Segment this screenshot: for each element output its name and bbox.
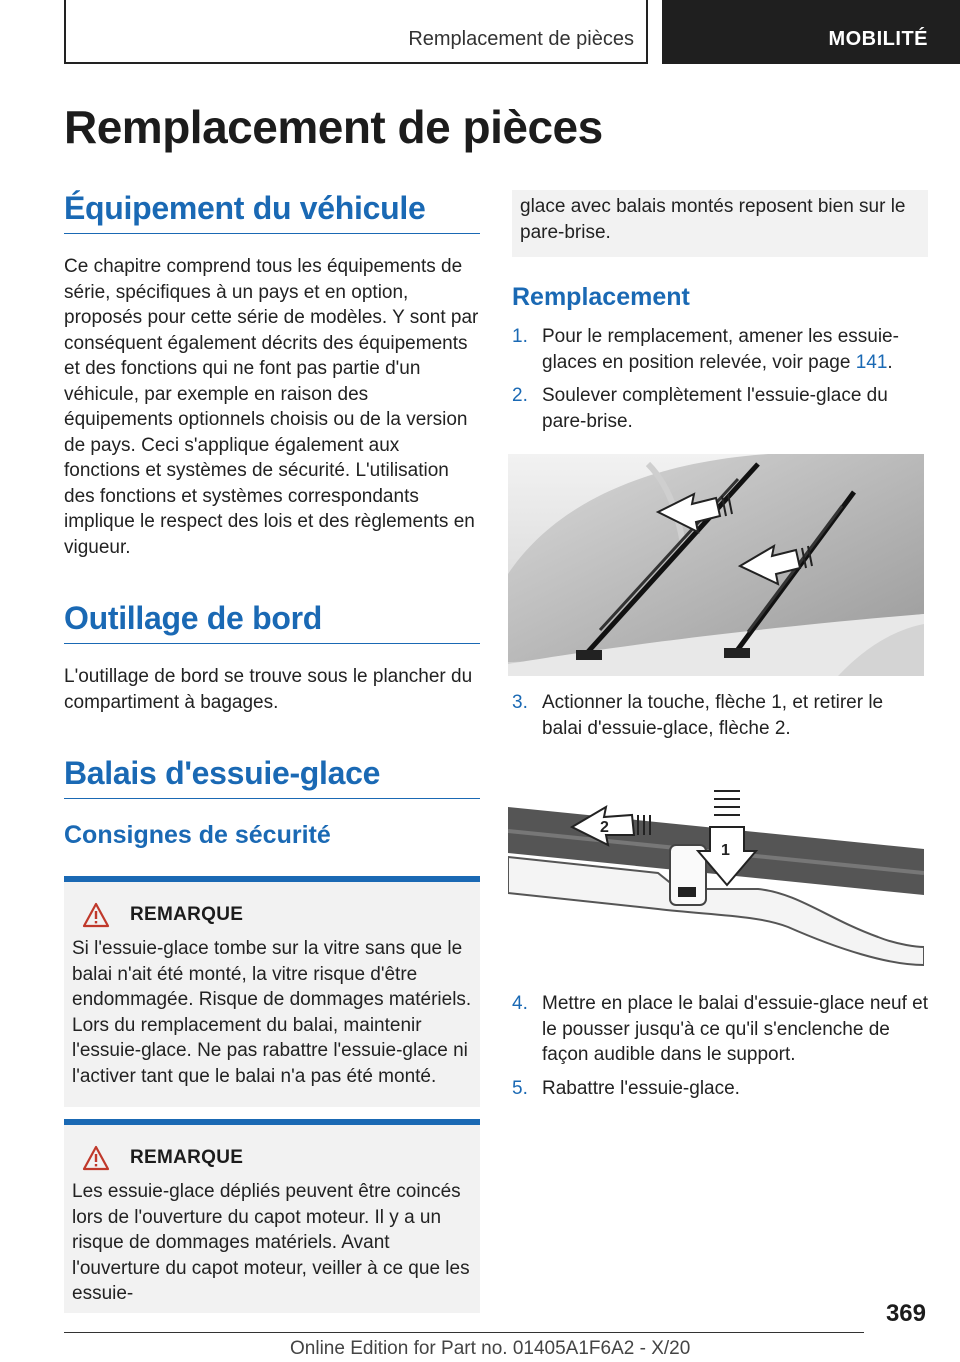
notice-box-2 xyxy=(64,1119,480,1313)
equipment-body: Ce chapitre comprend tous les équipements de série, spécifiques à un pays et en option, proposés pour cette série de modèles. Y sont par conséquent également décrits des équipements et des fonctions qui ne font pas partie d'un véhicule, par exemple en raison des équipements optionnels choisis ou de la version de pays. Ceci s'applique également aux fonctions et systèmes de sécurité. L'utilisation des fonctions et systèmes correspondants implique le respect des lois et des règlements en vigueur. xyxy=(64,256,479,558)
page-link[interactable]: 141 xyxy=(855,351,888,373)
page-title: Remplacement de pièces xyxy=(64,101,603,153)
page-number: 369 xyxy=(885,1300,926,1327)
step-text: Mettre en place le balai d'essuie-glace neuf et le pousser jusqu'à ce qu'il s'enclenche de façon audible dans le support. xyxy=(542,993,928,1065)
warning-triangle-icon xyxy=(82,1145,110,1171)
footer-edition: Online Edition for Part no. 01405A1F6A2 - X/20 xyxy=(290,1338,691,1359)
toolkit-body: L'outillage de bord se trouve sous le plancher du compartiment à bagages. xyxy=(64,666,473,713)
left-column xyxy=(64,190,480,1313)
step-text-end: . xyxy=(887,351,893,373)
figure-wipers-raised xyxy=(508,454,924,676)
heading-toolkit: Outillage de bord xyxy=(64,600,480,644)
notice-2-title: REMARQUE xyxy=(130,1147,244,1168)
step-text: Actionner la touche, flèche 1, et retirer le balai d'essuie-glace, flèche 2. xyxy=(542,692,884,739)
step-number: 4. xyxy=(512,993,528,1014)
step-text: Soulever complètement l'essuie-glace du pare-brise. xyxy=(542,385,888,432)
step-5 xyxy=(512,1076,928,1102)
header-section-box xyxy=(64,0,648,64)
step-number: 3. xyxy=(512,692,528,713)
notice-2-body: Les essuie-glace dépliés peuvent être coincés lors de l'ouverture du capot moteur. Il y a un risque de dommages matériels. Avant l'ouverture du capot moteur, veiller à ce que les essuie- xyxy=(72,1181,470,1304)
arrow-2-label: 2 xyxy=(600,819,609,836)
header-section-title: Remplacement de pièces xyxy=(408,28,634,50)
step-2 xyxy=(512,383,928,434)
heading-safety-notes: Consignes de sécurité xyxy=(64,821,331,849)
step-number: 1. xyxy=(512,326,528,347)
step-4 xyxy=(512,991,928,1068)
step-text: Pour le remplacement, amener les essuie-glaces en position relevée, voir page xyxy=(542,326,899,373)
step-number: 5. xyxy=(512,1077,528,1099)
step-number: 2. xyxy=(512,385,528,406)
figure-blade-removal xyxy=(508,769,924,969)
notice-continued-box xyxy=(512,190,928,257)
header-chapter-title: MOBILITÉ xyxy=(828,28,928,50)
step-1 xyxy=(512,324,928,375)
notice-1-title: REMARQUE xyxy=(130,904,244,925)
header-chapter-box xyxy=(662,0,960,64)
right-column xyxy=(512,190,928,1101)
notice-box-1 xyxy=(64,876,480,1107)
footer-divider xyxy=(64,1332,864,1333)
notice-1-body: Si l'essuie-glace tombe sur la vitre sans que le balai n'ait été monté, la vitre risque d'être endommagée. Risque de dommages matériels. Lors du remplacement du balai, maintenir l'essuie-glace. Ne pas rabattre l'essuie-glace ni l'activer tant que le balai n'a pas été monté. xyxy=(72,938,472,1087)
heading-equipment: Équipement du véhicule xyxy=(64,190,480,234)
heading-replacement: Remplacement xyxy=(512,283,690,311)
step-3 xyxy=(512,690,928,741)
warning-triangle-icon xyxy=(82,902,110,928)
notice-2-continued: glace avec balais montés reposent bien sur le pare-brise. xyxy=(520,196,906,243)
heading-wiper-blades: Balais d'essuie-glace xyxy=(64,755,480,799)
arrow-1-label: 1 xyxy=(721,842,730,859)
step-text: Rabattre l'essuie-glace. xyxy=(542,1077,740,1099)
